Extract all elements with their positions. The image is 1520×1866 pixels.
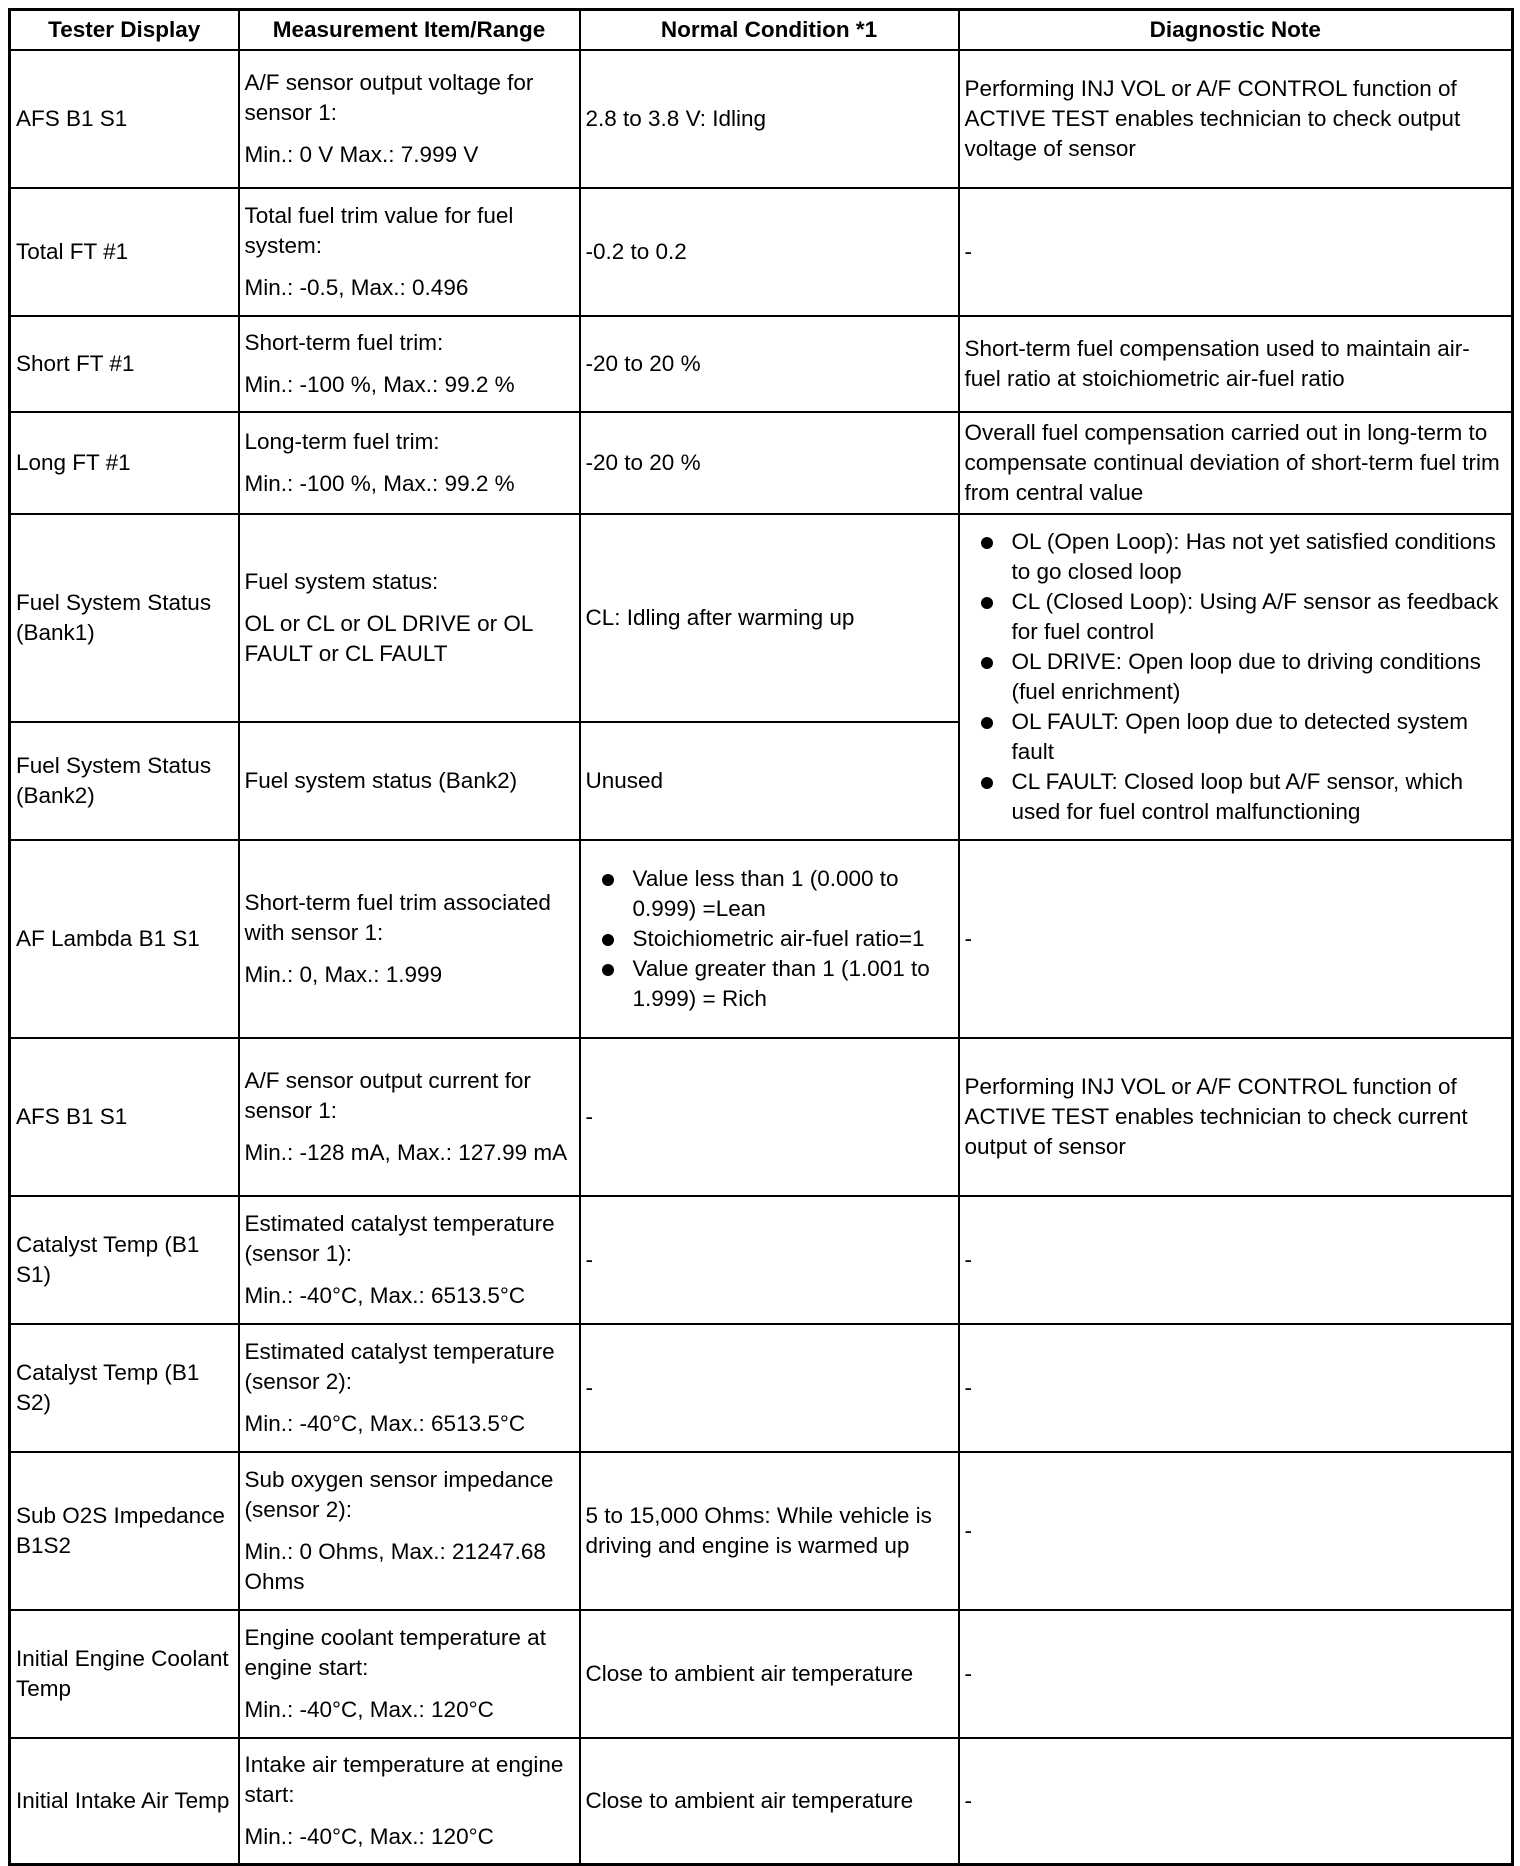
- tester-display-cell: AFS B1 S1: [10, 50, 239, 188]
- measurement-range: Min.: 0, Max.: 1.999: [244, 962, 443, 987]
- measurement-range: Min.: -40°C, Max.: 120°C: [244, 1697, 494, 1722]
- tester-display-cell: Long FT #1: [10, 412, 239, 514]
- diagnostic-note-cell: -: [959, 1738, 1513, 1864]
- measurement-cell: [239, 514, 580, 722]
- measurement-description: A/F sensor output current for sensor 1:: [244, 1068, 531, 1123]
- measurement-range: Min.: 0 Ohms, Max.: 21247.68 Ohms: [244, 1539, 546, 1594]
- lambda-conditions-list: [586, 864, 953, 1014]
- diagnostic-note-cell: Short-term fuel compensation used to maintain air-fuel ratio at stoichiometric air-fuel ratio: [959, 316, 1513, 412]
- normal-condition-cell: -: [580, 1038, 959, 1196]
- tester-display-cell: Short FT #1: [10, 316, 239, 412]
- measurement-description: Sub oxygen sensor impedance (sensor 2):: [244, 1467, 554, 1522]
- normal-condition-cell: -0.2 to 0.2: [580, 188, 959, 316]
- measurement-description: Short-term fuel trim:: [244, 330, 444, 355]
- measurement-description: A/F sensor output voltage for sensor 1:: [244, 70, 534, 125]
- diagnostic-note-cell: [959, 514, 1513, 840]
- normal-condition-cell: 2.8 to 3.8 V: Idling: [580, 50, 959, 188]
- tester-display-cell: Initial Intake Air Temp: [10, 1738, 239, 1864]
- measurement-cell: [239, 1038, 580, 1196]
- normal-condition-cell: Close to ambient air temperature: [580, 1738, 959, 1864]
- normal-condition-cell: 5 to 15,000 Ohms: While vehicle is driving and engine is warmed up: [580, 1452, 959, 1610]
- diagnostic-note-cell: Overall fuel compensation carried out in long-term to compensate continual deviation of short-term fuel trim from central value: [959, 412, 1513, 514]
- measurement-cell: Fuel system status (Bank2): [239, 722, 580, 840]
- tester-display-cell: Fuel System Status (Bank1): [10, 514, 239, 722]
- normal-condition-cell: [580, 840, 959, 1038]
- measurement-description: Engine coolant temperature at engine start:: [244, 1625, 546, 1680]
- measurement-cell: [239, 1196, 580, 1324]
- measurement-cell: [239, 316, 580, 412]
- measurement-range: Min.: -100 %, Max.: 99.2 %: [244, 471, 515, 496]
- measurement-description: Estimated catalyst temperature (sensor 1):: [244, 1211, 555, 1266]
- normal-condition-cell: -20 to 20 %: [580, 412, 959, 514]
- diagnostic-note-cell: -: [959, 840, 1513, 1038]
- table-row: [10, 316, 1513, 412]
- table-row: [10, 514, 1513, 722]
- diagnostic-note-cell: Performing INJ VOL or A/F CONTROL function of ACTIVE TEST enables technician to check current output of sensor: [959, 1038, 1513, 1196]
- measurement-description: Short-term fuel trim associated with sensor 1:: [244, 890, 551, 945]
- measurement-description: Fuel system status:: [244, 569, 439, 594]
- tester-display-cell: Catalyst Temp (B1 S1): [10, 1196, 239, 1324]
- table-row: [10, 412, 1513, 514]
- tester-display-cell: Total FT #1: [10, 188, 239, 316]
- normal-condition-cell: Unused: [580, 722, 959, 840]
- measurement-cell: [239, 412, 580, 514]
- measurement-cell: [239, 1610, 580, 1738]
- table-row: [10, 188, 1513, 316]
- table-row: [10, 50, 1513, 188]
- table-row: [10, 1038, 1513, 1196]
- table-row: [10, 1196, 1513, 1324]
- measurement-description: Long-term fuel trim:: [244, 429, 440, 454]
- header-tester-display: Tester Display: [10, 10, 239, 51]
- diagnostic-note-cell: -: [959, 188, 1513, 316]
- measurement-range: OL or CL or OL DRIVE or OL FAULT or CL FAULT: [244, 611, 533, 666]
- data-list-table: [8, 8, 1514, 1866]
- measurement-cell: [239, 840, 580, 1038]
- header-measurement-item-range: Measurement Item/Range: [239, 10, 580, 51]
- list-item: OL FAULT: Open loop due to detected system fault: [1012, 707, 1507, 767]
- measurement-cell: [239, 50, 580, 188]
- measurement-description: Total fuel trim value for fuel system:: [244, 203, 514, 258]
- diagnostic-note-cell: -: [959, 1324, 1513, 1452]
- diagnostic-note-cell: -: [959, 1196, 1513, 1324]
- list-item: Stoichiometric air-fuel ratio=1: [633, 924, 953, 954]
- normal-condition-cell: Close to ambient air temperature: [580, 1610, 959, 1738]
- diagnostic-note-cell: Performing INJ VOL or A/F CONTROL function of ACTIVE TEST enables technician to check output voltage of sensor: [959, 50, 1513, 188]
- normal-condition-cell: CL: Idling after warming up: [580, 514, 959, 722]
- measurement-range: Min.: -40°C, Max.: 6513.5°C: [244, 1411, 526, 1436]
- table-row: [10, 1324, 1513, 1452]
- measurement-range: Min.: -40°C, Max.: 120°C: [244, 1823, 494, 1849]
- header-normal-condition: Normal Condition *1: [580, 10, 959, 51]
- tester-display-cell: Initial Engine Coolant Temp: [10, 1610, 239, 1738]
- diagnostic-note-cell: -: [959, 1452, 1513, 1610]
- header-diagnostic-note: Diagnostic Note: [959, 10, 1513, 51]
- measurement-range: Min.: -0.5, Max.: 0.496: [244, 275, 469, 300]
- measurement-description: Intake air temperature at engine start:: [244, 1751, 564, 1807]
- normal-condition-cell: -20 to 20 %: [580, 316, 959, 412]
- list-item: CL FAULT: Closed loop but A/F sensor, which used for fuel control malfunctioning: [1012, 767, 1507, 827]
- measurement-cell: [239, 1452, 580, 1610]
- fuel-status-notes-list: [965, 527, 1507, 827]
- tester-display-cell: Sub O2S Impedance B1S2: [10, 1452, 239, 1610]
- tester-display-cell: Fuel System Status (Bank2): [10, 722, 239, 840]
- table-row: [10, 840, 1513, 1038]
- list-item: Value greater than 1 (1.001 to 1.999) = Rich: [633, 954, 953, 1014]
- table-row: [10, 1610, 1513, 1738]
- measurement-range: Min.: -40°C, Max.: 6513.5°C: [244, 1283, 526, 1308]
- list-item: OL (Open Loop): Has not yet satisfied conditions to go closed loop: [1012, 527, 1507, 587]
- tester-display-cell: AFS B1 S1: [10, 1038, 239, 1196]
- measurement-range: Min.: -128 mA, Max.: 127.99 mA: [244, 1140, 568, 1165]
- list-item: CL (Closed Loop): Using A/F sensor as feedback for fuel control: [1012, 587, 1507, 647]
- table-row: [10, 1452, 1513, 1610]
- diagnostic-note-cell: -: [959, 1610, 1513, 1738]
- table-row: [10, 1738, 1513, 1864]
- measurement-cell: [239, 188, 580, 316]
- measurement-range: Min.: 0 V Max.: 7.999 V: [244, 142, 479, 167]
- tester-display-cell: Catalyst Temp (B1 S2): [10, 1324, 239, 1452]
- tester-display-cell: AF Lambda B1 S1: [10, 840, 239, 1038]
- list-item: OL DRIVE: Open loop due to driving conditions (fuel enrichment): [1012, 647, 1507, 707]
- measurement-cell: [239, 1324, 580, 1452]
- normal-condition-cell: -: [580, 1196, 959, 1324]
- list-item: Value less than 1 (0.000 to 0.999) =Lean: [633, 864, 953, 924]
- header-row: [10, 10, 1513, 51]
- measurement-description: Estimated catalyst temperature (sensor 2):: [244, 1339, 555, 1394]
- measurement-range: Min.: -100 %, Max.: 99.2 %: [244, 372, 515, 397]
- measurement-cell: [239, 1738, 580, 1864]
- normal-condition-cell: -: [580, 1324, 959, 1452]
